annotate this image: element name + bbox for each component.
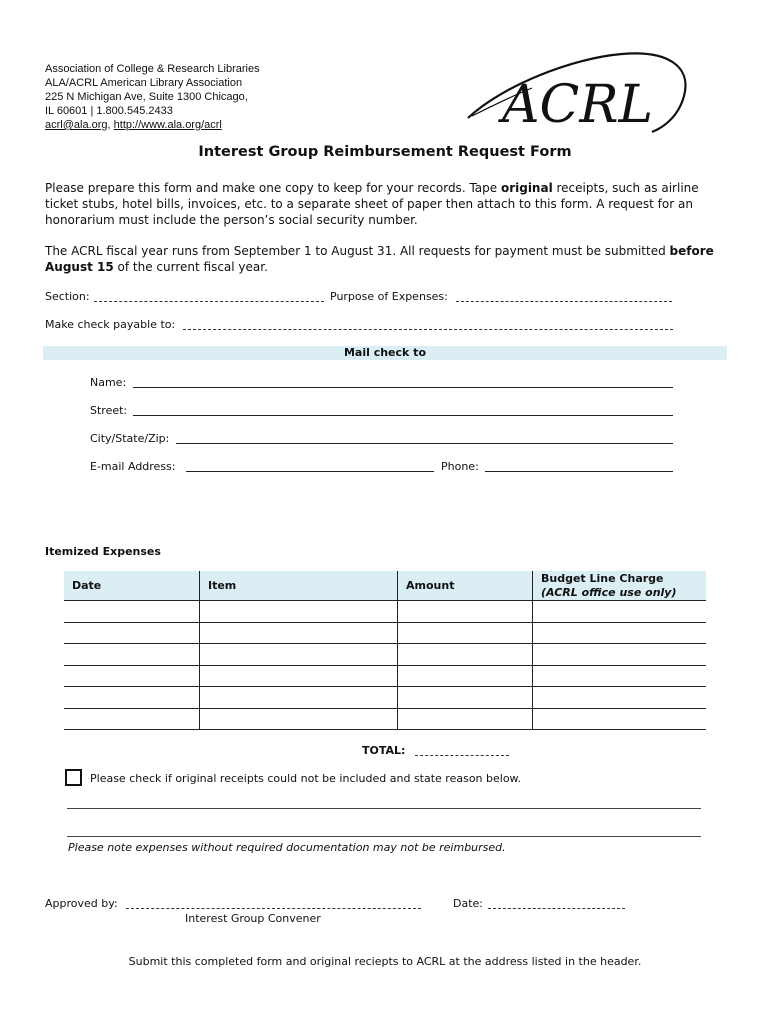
approved-field[interactable] <box>126 908 421 909</box>
organization-address <box>45 62 260 132</box>
cell-date[interactable] <box>64 687 200 709</box>
table-row[interactable] <box>64 622 706 644</box>
cell-amount[interactable] <box>398 665 533 687</box>
table-row[interactable] <box>64 665 706 687</box>
cell-amount[interactable] <box>398 601 533 623</box>
cell-budget[interactable] <box>533 665 707 687</box>
form-title: Interest Group Reimbursement Request Form <box>198 144 572 160</box>
email-field[interactable] <box>186 471 434 472</box>
fiscal-text-2: of the current fiscal year. <box>113 260 268 274</box>
cell-date[interactable] <box>64 644 200 666</box>
acrl-logo <box>462 46 694 138</box>
expenses-table <box>64 571 706 730</box>
fiscal-text-1: The ACRL fiscal year runs from September 1 to August 31. All requests for payment must be submitted <box>45 244 670 258</box>
purpose-label: Purpose of Expenses: <box>330 290 448 303</box>
table-row[interactable] <box>64 601 706 623</box>
intro-text-2: receipts, such as airline ticket stubs, hotel bills, invoices, etc. to a separate sheet of paper then attach to this form. A request for an honorarium must include the person’s social security number. <box>45 181 699 227</box>
receipts-checkbox[interactable] <box>65 769 82 786</box>
name-label: Name: <box>90 376 127 389</box>
email-label: E-mail Address: <box>90 460 176 473</box>
cell-budget[interactable] <box>533 708 707 730</box>
reason-line-1[interactable] <box>67 808 701 809</box>
org-city-phone: IL 60601 | 1.800.545.2433 <box>45 105 173 117</box>
table-row[interactable] <box>64 687 706 709</box>
section-field[interactable] <box>94 301 324 302</box>
cell-date[interactable] <box>64 622 200 644</box>
convener-caption: Interest Group Convener <box>185 912 321 925</box>
col-amount: Amount <box>398 571 533 601</box>
col-date: Date <box>64 571 200 601</box>
cell-date[interactable] <box>64 665 200 687</box>
contact-separator: , <box>107 119 114 131</box>
approved-label: Approved by: <box>45 897 118 910</box>
section-label: Section: <box>45 290 90 303</box>
website-link[interactable]: http://www.ala.org/acrl <box>113 119 222 131</box>
cell-amount[interactable] <box>398 644 533 666</box>
intro-paragraph <box>45 180 725 228</box>
col-item: Item <box>200 571 398 601</box>
name-field[interactable] <box>133 387 673 388</box>
table-row[interactable] <box>64 644 706 666</box>
date-label: Date: <box>453 897 483 910</box>
cell-date[interactable] <box>64 601 200 623</box>
cell-amount[interactable] <box>398 708 533 730</box>
submit-note: Submit this completed form and original reciepts to ACRL at the address listed in the header. <box>128 955 642 968</box>
cell-amount[interactable] <box>398 622 533 644</box>
cell-budget[interactable] <box>533 622 707 644</box>
cell-amount[interactable] <box>398 687 533 709</box>
fiscal-paragraph <box>45 243 725 275</box>
cell-item[interactable] <box>200 687 398 709</box>
payable-label: Make check payable to: <box>45 318 176 331</box>
col-budget-note: (ACRL office use only) <box>541 585 677 599</box>
documentation-note: Please note expenses without required documentation may not be reimbursed. <box>68 841 506 854</box>
cell-item[interactable] <box>200 708 398 730</box>
phone-field[interactable] <box>485 471 673 472</box>
phone-label: Phone: <box>441 460 479 473</box>
itemized-heading: Itemized Expenses <box>45 545 161 558</box>
cell-budget[interactable] <box>533 644 707 666</box>
cell-date[interactable] <box>64 708 200 730</box>
city-field[interactable] <box>176 443 673 444</box>
purpose-field[interactable] <box>456 301 672 302</box>
mail-check-heading: Mail check to <box>43 346 727 360</box>
date-field[interactable] <box>488 908 625 909</box>
email-link[interactable]: acrl@ala.org <box>45 119 108 131</box>
cell-item[interactable] <box>200 622 398 644</box>
fiscal-emphasis: before August 15 <box>45 244 714 274</box>
org-name: Association of College & Research Libraries <box>45 63 260 75</box>
total-field[interactable] <box>415 755 509 756</box>
cell-budget[interactable] <box>533 687 707 709</box>
cell-item[interactable] <box>200 601 398 623</box>
col-budget <box>533 571 707 601</box>
payable-field[interactable] <box>183 329 673 330</box>
table-row[interactable] <box>64 708 706 730</box>
intro-text-1: Please prepare this form and make one copy to keep for your records. Tape <box>45 181 501 195</box>
reason-line-2[interactable] <box>67 836 701 837</box>
street-field[interactable] <box>133 415 673 416</box>
street-label: Street: <box>90 404 128 417</box>
org-parent: ALA/ACRL American Library Association <box>45 77 243 89</box>
org-contact <box>45 118 260 132</box>
logo-text: ACRL <box>502 75 654 135</box>
org-street: 225 N Michigan Ave, Suite 1300 Chicago, <box>45 91 248 103</box>
total-label: TOTAL: <box>362 744 406 757</box>
cell-item[interactable] <box>200 644 398 666</box>
cell-item[interactable] <box>200 665 398 687</box>
city-label: City/State/Zip: <box>90 432 170 445</box>
checkbox-label: Please check if original receipts could not be included and state reason below. <box>90 772 522 785</box>
intro-emphasis: original <box>500 181 553 195</box>
table-header-row <box>64 571 706 601</box>
cell-budget[interactable] <box>533 601 707 623</box>
col-budget-title: Budget Line Charge <box>541 571 664 585</box>
